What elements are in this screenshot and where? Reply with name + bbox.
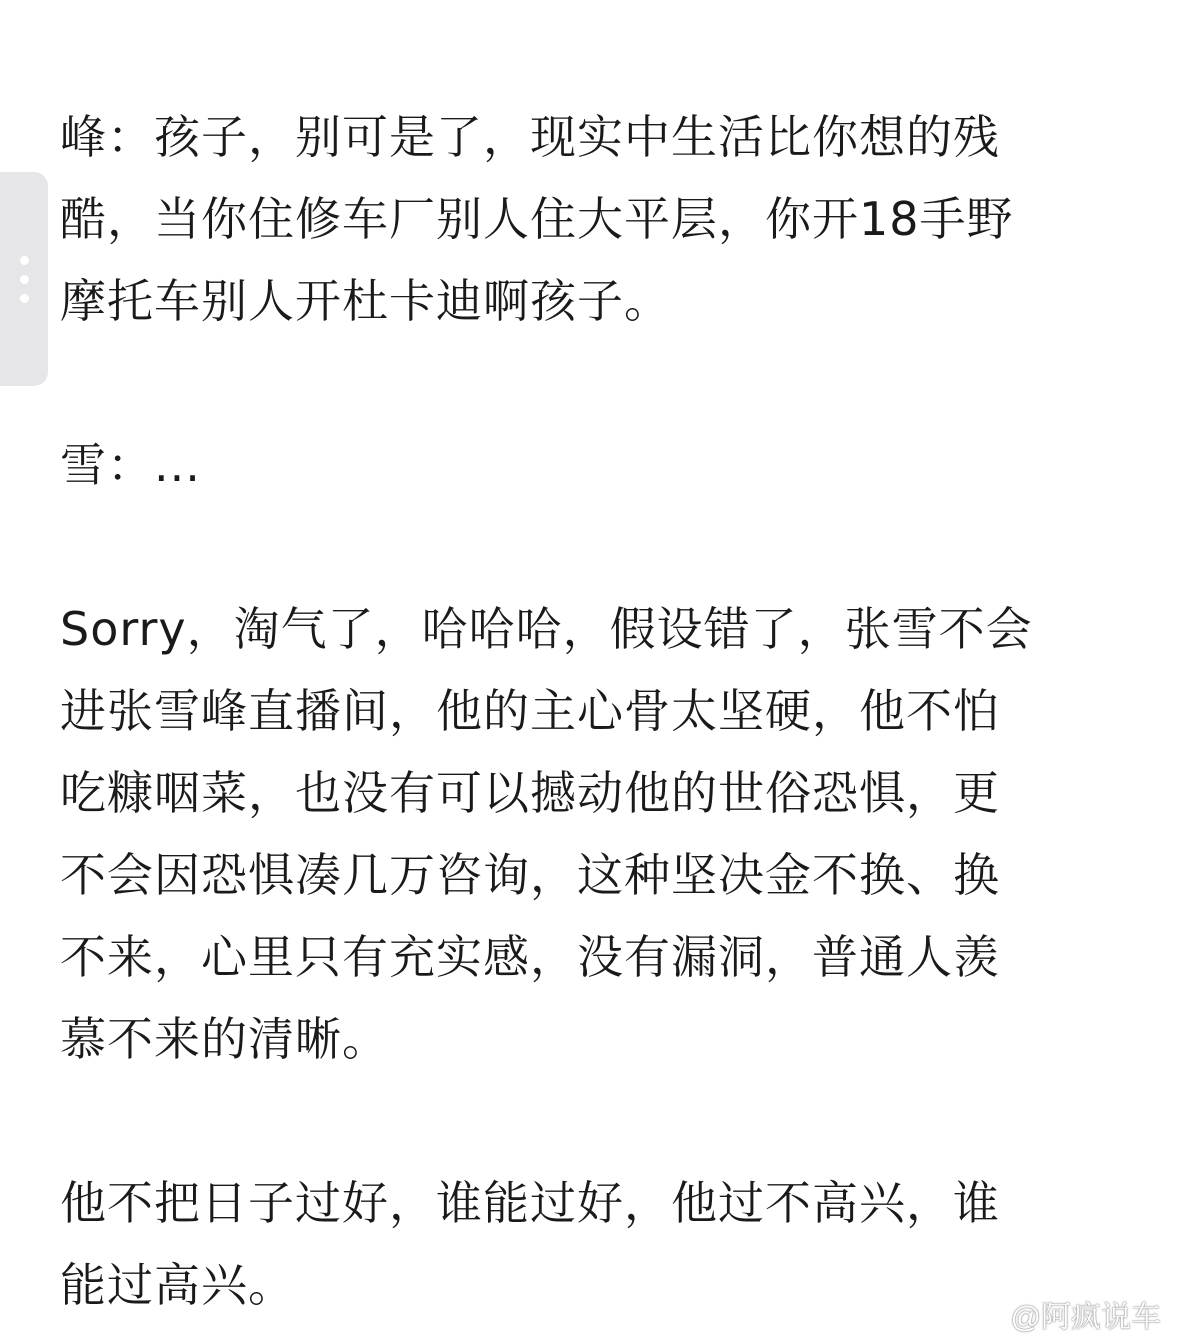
paragraph-gap (60, 506, 1120, 588)
text-line: 酷，当你住修车厂别人住大平层，你开18手野 (60, 192, 1014, 246)
paragraph-conclusion (60, 1162, 1120, 1326)
text-line: 不会因恐惧凑几万咨询，这种坚决金不换、换 (60, 848, 1000, 902)
text-line: 摩托车别人开杜卡迪啊孩子。 (60, 274, 671, 328)
text-line: 进张雪峰直播间，他的主心骨太坚硬，他不怕 (60, 684, 1000, 738)
post-body (60, 96, 1120, 1326)
text-line: 雪：... (60, 438, 201, 492)
text-line: 峰：孩子，别可是了，现实中生活比你想的残 (60, 110, 1000, 164)
paragraph-xue (60, 424, 1120, 506)
paragraph-feng (60, 96, 1120, 342)
text-line: 吃糠咽菜，也没有可以撼动他的世俗恐惧，更 (60, 766, 1000, 820)
text-line: Sorry，淘气了，哈哈哈，假设错了，张雪不会 (60, 602, 1033, 656)
text-line: 能过高兴。 (60, 1258, 295, 1312)
text-line: 不来，心里只有充实感，没有漏洞，普通人羡 (60, 930, 1000, 984)
vertical-dots-icon (20, 275, 29, 284)
weibo-logo-icon (969, 1299, 1007, 1329)
side-drawer-handle[interactable] (0, 172, 48, 386)
paragraph-gap (60, 1080, 1120, 1162)
paragraph-sorry (60, 588, 1120, 1080)
watermark-text: @阿疯说车 (1010, 1301, 1161, 1334)
weibo-watermark (969, 1292, 1161, 1336)
vertical-dots-icon (20, 256, 29, 265)
vertical-dots-icon (20, 294, 29, 303)
paragraph-gap (60, 342, 1120, 424)
text-line: 慕不来的清晰。 (60, 1012, 389, 1066)
text-line: 他不把日子过好，谁能过好，他过不高兴，谁 (60, 1176, 1000, 1230)
